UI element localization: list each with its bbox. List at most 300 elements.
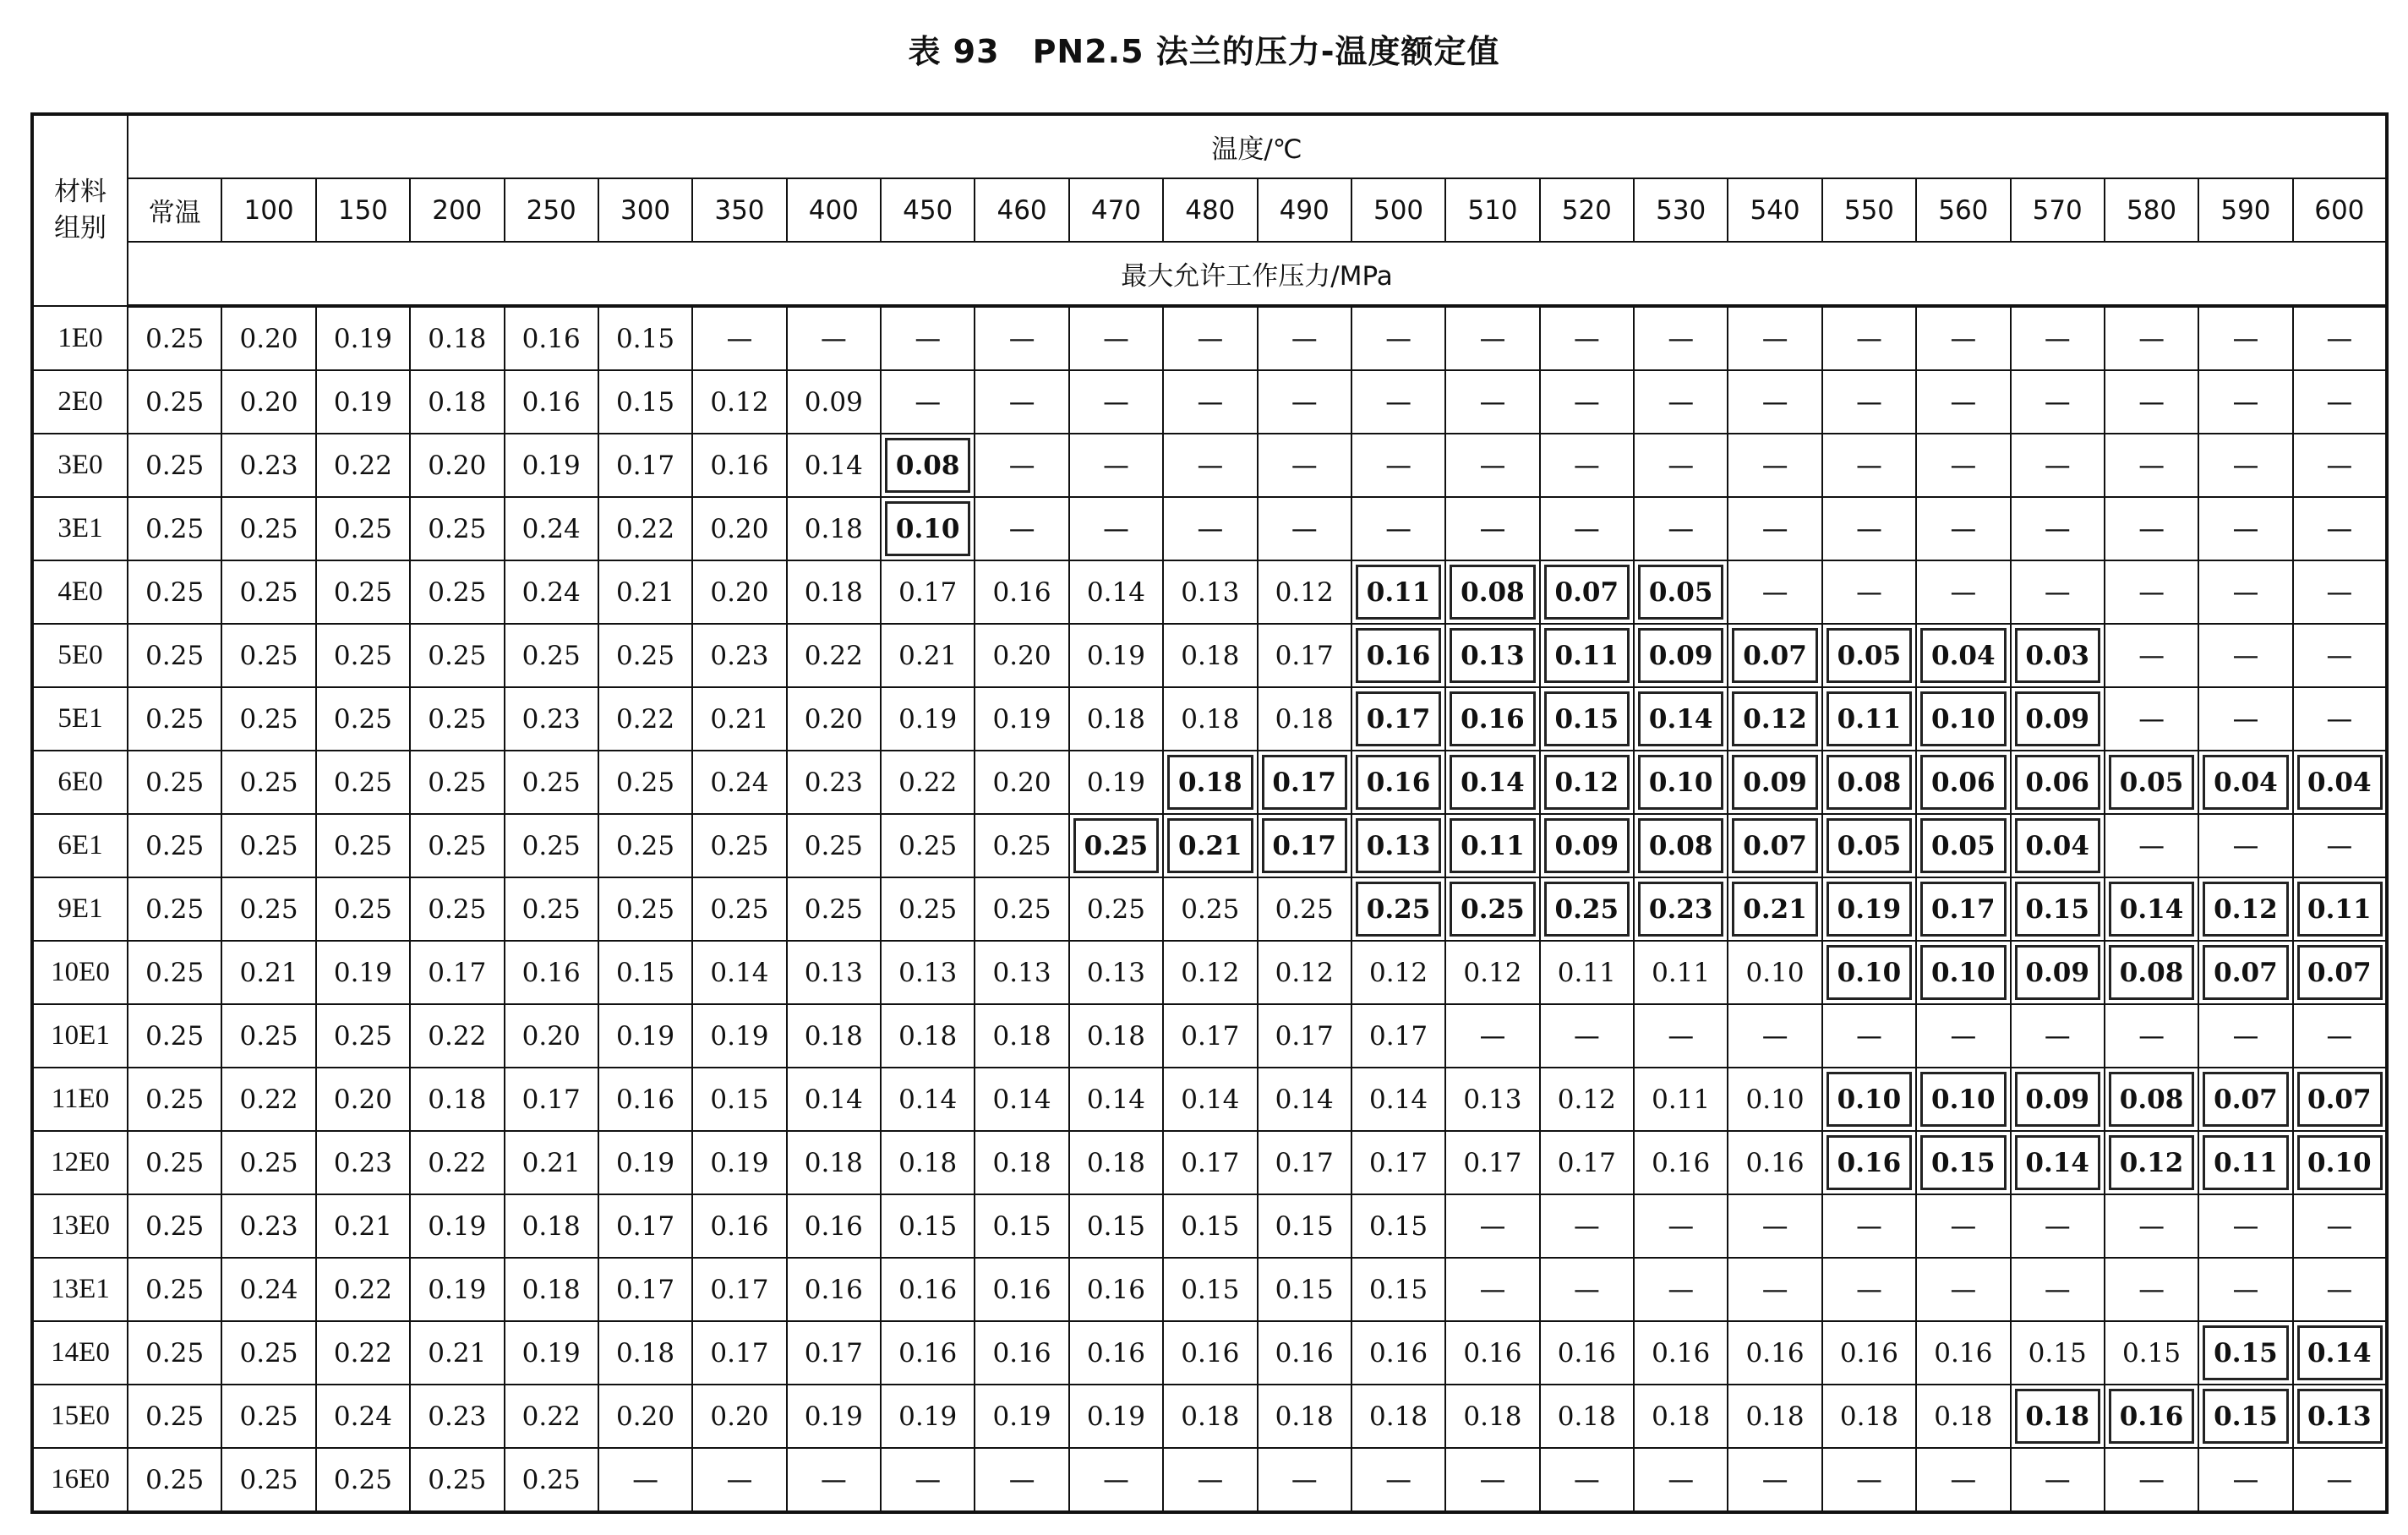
pressure-value-cell: 0.25 <box>410 814 504 877</box>
pressure-value-cell: 0.25 <box>221 1131 315 1194</box>
pressure-value-cell: 0.25 <box>128 560 221 624</box>
pressure-value-cell: 0.14 <box>787 434 881 497</box>
table-row <box>32 1194 2387 1258</box>
material-group-cell: 3E0 <box>32 434 128 497</box>
pressure-value-cell: 0.18 <box>787 1131 881 1194</box>
pressure-value-cell: 0.09 <box>1540 814 1634 877</box>
pressure-value-cell: — <box>2198 1194 2292 1258</box>
pressure-value-cell: — <box>1634 1258 1728 1321</box>
pressure-value-cell: 0.18 <box>2011 1385 2105 1448</box>
pressure-value-cell: — <box>1445 1258 1539 1321</box>
pressure-value-cell: — <box>2105 1258 2198 1321</box>
pressure-value-cell: 0.25 <box>128 814 221 877</box>
pressure-value-cell: 0.20 <box>692 1385 786 1448</box>
material-group-cell: 5E1 <box>32 687 128 751</box>
pressure-value-cell: 0.25 <box>975 814 1068 877</box>
pressure-value-cell: 0.13 <box>2293 1385 2387 1448</box>
temperature-column-header: 590 <box>2198 178 2292 242</box>
pressure-value-cell: — <box>1634 497 1728 560</box>
pressure-value-cell: 0.19 <box>692 1131 786 1194</box>
pressure-value-cell: 0.08 <box>1634 814 1728 877</box>
material-group-header: 材料 组别 <box>32 114 128 306</box>
pressure-value-cell: 0.22 <box>316 1258 410 1321</box>
pressure-value-cell: 0.16 <box>505 370 598 434</box>
material-group-cell: 13E1 <box>32 1258 128 1321</box>
pressure-value-cell: 0.25 <box>221 877 315 941</box>
pressure-value-cell: 0.11 <box>1445 814 1539 877</box>
pressure-value-cell: — <box>1069 306 1163 370</box>
pressure-value-cell: 0.17 <box>1540 1131 1634 1194</box>
pressure-value-cell: — <box>2105 1194 2198 1258</box>
pressure-value-cell: 0.16 <box>881 1258 975 1321</box>
pressure-value-cell: 0.25 <box>787 814 881 877</box>
pressure-value-cell: 0.18 <box>1163 687 1257 751</box>
pressure-value-cell: 0.21 <box>598 560 692 624</box>
pressure-value-cell: 0.18 <box>410 1068 504 1131</box>
pressure-value-cell: 0.25 <box>128 687 221 751</box>
pressure-value-cell: 0.17 <box>1258 1131 1351 1194</box>
pressure-value-cell: 0.13 <box>1069 941 1163 1004</box>
pressure-value-cell: 0.20 <box>975 624 1068 687</box>
pressure-value-cell: 0.15 <box>881 1194 975 1258</box>
pressure-value-cell: 0.07 <box>2198 1068 2292 1131</box>
pressure-value-cell: — <box>2293 687 2387 751</box>
pressure-value-cell: 0.09 <box>2011 687 2105 751</box>
pressure-value-cell: 0.18 <box>1540 1385 1634 1448</box>
pressure-value-cell: 0.25 <box>316 751 410 814</box>
pressure-value-cell: 0.11 <box>2293 877 2387 941</box>
pressure-value-cell: 0.23 <box>692 624 786 687</box>
pressure-value-cell: 0.13 <box>881 941 975 1004</box>
pressure-value-cell: 0.17 <box>881 560 975 624</box>
pressure-value-cell: 0.18 <box>881 1131 975 1194</box>
pressure-value-cell: 0.24 <box>505 497 598 560</box>
pressure-value-cell: 0.17 <box>692 1321 786 1385</box>
pressure-value-cell: 0.16 <box>1728 1321 1821 1385</box>
pressure-value-cell: — <box>975 434 1068 497</box>
pressure-value-cell: 0.17 <box>1351 1004 1445 1068</box>
pressure-value-cell: 0.22 <box>316 1321 410 1385</box>
pressure-value-cell: — <box>1069 1448 1163 1512</box>
pressure-value-cell: 0.25 <box>975 877 1068 941</box>
pressure-value-cell: 0.16 <box>598 1068 692 1131</box>
pressure-value-cell: — <box>2198 306 2292 370</box>
pressure-value-cell: 0.21 <box>692 687 786 751</box>
pressure-value-cell: 0.18 <box>975 1131 1068 1194</box>
pressure-value-cell: 0.11 <box>1351 560 1445 624</box>
pressure-value-cell: 0.13 <box>1163 560 1257 624</box>
pressure-value-cell: 0.19 <box>598 1004 692 1068</box>
pressure-value-cell: 0.17 <box>1351 687 1445 751</box>
pressure-value-cell: — <box>2105 434 2198 497</box>
pressure-value-cell: 0.18 <box>1445 1385 1539 1448</box>
pressure-value-cell: 0.19 <box>316 941 410 1004</box>
pressure-value-cell: 0.25 <box>410 687 504 751</box>
pressure-value-cell: 0.12 <box>1163 941 1257 1004</box>
pressure-value-cell: 0.15 <box>1069 1194 1163 1258</box>
pressure-value-cell: 0.15 <box>1258 1194 1351 1258</box>
pressure-value-cell: 0.24 <box>316 1385 410 1448</box>
pressure-value-cell: 0.25 <box>505 624 598 687</box>
pressure-value-cell: 0.17 <box>505 1068 598 1131</box>
pressure-value-cell: — <box>2011 306 2105 370</box>
pressure-value-cell: — <box>1445 434 1539 497</box>
pressure-value-cell: — <box>1445 370 1539 434</box>
pressure-value-cell: 0.09 <box>1728 751 1821 814</box>
pressure-value-cell: 0.25 <box>316 877 410 941</box>
pressure-value-cell: 0.25 <box>316 1448 410 1512</box>
pressure-value-cell: 0.11 <box>1634 1068 1728 1131</box>
pressure-value-cell: — <box>1916 1004 2010 1068</box>
table-row <box>32 751 2387 814</box>
pressure-value-cell: — <box>787 306 881 370</box>
pressure-value-cell: 0.25 <box>505 877 598 941</box>
pressure-value-cell: — <box>1351 306 1445 370</box>
pressure-value-cell: 0.21 <box>410 1321 504 1385</box>
table-row <box>32 877 2387 941</box>
pressure-value-cell: 0.17 <box>1351 1131 1445 1194</box>
pressure-value-cell: 0.14 <box>1634 687 1728 751</box>
pressure-value-cell: 0.20 <box>975 751 1068 814</box>
pressure-value-cell: 0.25 <box>316 560 410 624</box>
pressure-value-cell: — <box>1916 497 2010 560</box>
temperature-column-header: 400 <box>787 178 881 242</box>
pressure-value-cell: 0.12 <box>2105 1131 2198 1194</box>
pressure-value-cell: 0.09 <box>2011 1068 2105 1131</box>
pressure-value-cell: 0.25 <box>1540 877 1634 941</box>
pressure-value-cell: 0.16 <box>1634 1321 1728 1385</box>
pressure-value-cell: — <box>2105 370 2198 434</box>
pressure-value-cell: 0.17 <box>1163 1004 1257 1068</box>
pressure-value-cell: 0.10 <box>1728 1068 1821 1131</box>
pressure-value-cell: 0.15 <box>1351 1258 1445 1321</box>
pressure-value-cell: 0.14 <box>2011 1131 2105 1194</box>
pressure-value-cell: — <box>2105 624 2198 687</box>
pressure-value-cell: 0.25 <box>128 1385 221 1448</box>
pressure-value-cell: — <box>1540 1004 1634 1068</box>
pressure-value-cell: — <box>975 370 1068 434</box>
pressure-value-cell: — <box>1634 434 1728 497</box>
temperature-column-header: 300 <box>598 178 692 242</box>
pressure-value-cell: — <box>1351 497 1445 560</box>
pressure-value-cell: 0.07 <box>1728 624 1821 687</box>
material-group-cell: 15E0 <box>32 1385 128 1448</box>
pressure-value-cell: 0.14 <box>1069 560 1163 624</box>
pressure-value-cell: 0.16 <box>1163 1321 1257 1385</box>
pressure-value-cell: 0.16 <box>1822 1321 1916 1385</box>
pressure-value-cell: — <box>1445 1004 1539 1068</box>
pressure-value-cell: 0.15 <box>598 306 692 370</box>
pressure-value-cell: — <box>1728 1448 1821 1512</box>
pressure-value-cell: — <box>1069 434 1163 497</box>
pressure-value-cell: 0.19 <box>787 1385 881 1448</box>
pressure-value-cell: — <box>2293 1194 2387 1258</box>
pressure-value-cell: 0.15 <box>598 941 692 1004</box>
pressure-value-cell: — <box>975 1448 1068 1512</box>
pressure-value-cell: 0.14 <box>692 941 786 1004</box>
pressure-value-cell: 0.25 <box>221 814 315 877</box>
pressure-value-cell: — <box>2011 1004 2105 1068</box>
table-row <box>32 306 2387 370</box>
pressure-value-cell: 0.11 <box>1822 687 1916 751</box>
pressure-value-cell: 0.16 <box>975 1321 1068 1385</box>
pressure-value-cell: — <box>2293 306 2387 370</box>
pressure-value-cell: 0.15 <box>975 1194 1068 1258</box>
pressure-value-cell: — <box>1822 1004 1916 1068</box>
pressure-value-cell: 0.25 <box>316 624 410 687</box>
temperature-column-header: 490 <box>1258 178 1351 242</box>
pressure-value-cell: 0.16 <box>505 941 598 1004</box>
pressure-value-cell: 0.10 <box>1822 1068 1916 1131</box>
pressure-value-cell: 0.12 <box>1445 941 1539 1004</box>
temperature-column-header: 460 <box>975 178 1068 242</box>
pressure-value-cell: 0.25 <box>316 814 410 877</box>
pressure-value-cell: 0.12 <box>1351 941 1445 1004</box>
pressure-value-cell: — <box>2198 1004 2292 1068</box>
pressure-value-cell: 0.11 <box>1540 941 1634 1004</box>
table-row <box>32 497 2387 560</box>
table-row <box>32 1258 2387 1321</box>
pressure-value-cell: 0.05 <box>1822 814 1916 877</box>
pressure-value-cell: 0.25 <box>598 624 692 687</box>
pressure-value-cell: 0.18 <box>787 497 881 560</box>
pressure-value-cell: 0.17 <box>1163 1131 1257 1194</box>
temperature-column-header: 600 <box>2293 178 2387 242</box>
pressure-value-cell: 0.16 <box>787 1194 881 1258</box>
pressure-value-cell: 0.18 <box>1634 1385 1728 1448</box>
pressure-value-cell: 0.25 <box>221 1004 315 1068</box>
pressure-value-cell: 0.20 <box>505 1004 598 1068</box>
pressure-value-cell: 0.18 <box>1163 624 1257 687</box>
pressure-value-cell: 0.25 <box>505 1448 598 1512</box>
pressure-value-cell: — <box>1351 1448 1445 1512</box>
pressure-value-cell: — <box>1822 560 1916 624</box>
pressure-value-cell: 0.20 <box>410 434 504 497</box>
pressure-value-cell: 0.15 <box>2011 877 2105 941</box>
pressure-value-cell: 0.24 <box>505 560 598 624</box>
pressure-value-cell: — <box>2198 434 2292 497</box>
temperature-header: 温度/℃ <box>128 114 2387 178</box>
pressure-value-cell: 0.13 <box>1445 624 1539 687</box>
table-row <box>32 1385 2387 1448</box>
pressure-value-cell: 0.17 <box>1258 814 1351 877</box>
pressure-value-cell: 0.19 <box>1069 624 1163 687</box>
pressure-value-cell: — <box>2293 814 2387 877</box>
pressure-value-cell: — <box>1445 497 1539 560</box>
pressure-value-cell: 0.06 <box>1916 751 2010 814</box>
table-row <box>32 814 2387 877</box>
pressure-value-cell: 0.25 <box>128 1131 221 1194</box>
pressure-value-cell: — <box>2105 1004 2198 1068</box>
pressure-value-cell: 0.24 <box>221 1258 315 1321</box>
pressure-value-cell: 0.16 <box>1351 624 1445 687</box>
pressure-value-cell: — <box>2105 814 2198 877</box>
material-group-cell: 16E0 <box>32 1448 128 1512</box>
pressure-value-cell: 0.21 <box>505 1131 598 1194</box>
pressure-value-cell: 0.25 <box>1163 877 1257 941</box>
pressure-value-cell: — <box>1822 306 1916 370</box>
pressure-value-cell: 0.25 <box>410 877 504 941</box>
pressure-value-cell: — <box>2198 560 2292 624</box>
pressure-value-cell: 0.23 <box>221 434 315 497</box>
pressure-value-cell: 0.25 <box>221 624 315 687</box>
temperature-column-header: 540 <box>1728 178 1821 242</box>
pressure-value-cell: 0.14 <box>2293 1321 2387 1385</box>
material-group-cell: 13E0 <box>32 1194 128 1258</box>
pressure-value-cell: 0.10 <box>1916 1068 2010 1131</box>
pressure-value-cell: 0.04 <box>2011 814 2105 877</box>
pressure-value-cell: 0.14 <box>2105 877 2198 941</box>
pressure-value-cell: 0.25 <box>128 1068 221 1131</box>
pressure-value-cell: 0.05 <box>1634 560 1728 624</box>
pressure-value-cell: 0.16 <box>975 1258 1068 1321</box>
pressure-value-cell: 0.14 <box>1069 1068 1163 1131</box>
pressure-value-cell: 0.18 <box>1163 1385 1257 1448</box>
pressure-value-cell: 0.16 <box>1351 1321 1445 1385</box>
pressure-value-cell: — <box>1163 497 1257 560</box>
pressure-value-cell: 0.04 <box>2293 751 2387 814</box>
pressure-value-cell: — <box>2105 687 2198 751</box>
pressure-value-cell: 0.14 <box>1258 1068 1351 1131</box>
pressure-value-cell: 0.20 <box>221 370 315 434</box>
pressure-value-cell: 0.25 <box>505 751 598 814</box>
pressure-value-cell: 0.19 <box>881 687 975 751</box>
material-group-cell: 14E0 <box>32 1321 128 1385</box>
pressure-value-cell: — <box>1634 1448 1728 1512</box>
pressure-value-cell: 0.19 <box>410 1258 504 1321</box>
pressure-value-cell: 0.25 <box>598 814 692 877</box>
pressure-value-cell: 0.22 <box>881 751 975 814</box>
pressure-value-cell: — <box>975 497 1068 560</box>
pressure-value-cell: 0.17 <box>1445 1131 1539 1194</box>
pressure-value-cell: 0.18 <box>410 306 504 370</box>
pressure-value-cell: 0.25 <box>128 434 221 497</box>
pressure-value-cell: 0.19 <box>316 306 410 370</box>
temperature-column-header: 100 <box>221 178 315 242</box>
temperature-column-header: 580 <box>2105 178 2198 242</box>
pressure-value-cell: 0.05 <box>1916 814 2010 877</box>
pressure-value-cell: 0.22 <box>787 624 881 687</box>
pressure-value-cell: 0.18 <box>505 1194 598 1258</box>
pressure-value-cell: 0.14 <box>1163 1068 1257 1131</box>
pressure-value-cell: 0.16 <box>975 560 1068 624</box>
pressure-value-cell: 0.10 <box>1634 751 1728 814</box>
pressure-value-cell: — <box>2293 560 2387 624</box>
material-group-cell: 3E1 <box>32 497 128 560</box>
pressure-value-cell: — <box>1258 434 1351 497</box>
pressure-value-cell: 0.16 <box>1445 687 1539 751</box>
pressure-value-cell: 0.19 <box>598 1131 692 1194</box>
table-row <box>32 434 2387 497</box>
pressure-value-cell: — <box>881 306 975 370</box>
pressure-value-cell: 0.25 <box>128 370 221 434</box>
pressure-value-cell: — <box>2011 560 2105 624</box>
temperature-column-header: 150 <box>316 178 410 242</box>
pressure-value-cell: — <box>1916 1194 2010 1258</box>
pressure-value-cell: 0.11 <box>2198 1131 2292 1194</box>
pressure-value-cell: 0.22 <box>505 1385 598 1448</box>
pressure-value-cell: 0.21 <box>316 1194 410 1258</box>
pressure-value-cell: 0.23 <box>1634 877 1728 941</box>
pressure-value-cell: — <box>1916 370 2010 434</box>
pressure-value-cell: — <box>1351 370 1445 434</box>
pressure-value-cell: 0.25 <box>1351 877 1445 941</box>
pressure-value-cell: 0.19 <box>1069 1385 1163 1448</box>
pressure-value-cell: 0.10 <box>1822 941 1916 1004</box>
pressure-value-cell: — <box>1634 370 1728 434</box>
pressure-value-cell: 0.17 <box>1258 751 1351 814</box>
pressure-value-cell: 0.07 <box>1728 814 1821 877</box>
table-row <box>32 560 2387 624</box>
pressure-value-cell: 0.12 <box>1728 687 1821 751</box>
table-row <box>32 1004 2387 1068</box>
pressure-value-cell: 0.23 <box>787 751 881 814</box>
pressure-value-cell: 0.17 <box>598 434 692 497</box>
pressure-value-cell: 0.07 <box>2293 941 2387 1004</box>
pressure-value-cell: 0.25 <box>598 877 692 941</box>
pressure-value-cell: 0.07 <box>1540 560 1634 624</box>
pressure-value-cell: 0.25 <box>410 624 504 687</box>
pressure-value-cell: 0.19 <box>692 1004 786 1068</box>
table-row <box>32 1131 2387 1194</box>
pressure-value-cell: 0.13 <box>1351 814 1445 877</box>
pressure-value-cell: 0.16 <box>881 1321 975 1385</box>
table-row <box>32 370 2387 434</box>
pressure-value-cell: 0.19 <box>881 1385 975 1448</box>
pressure-value-cell: 0.14 <box>1351 1068 1445 1131</box>
pressure-value-cell: 0.08 <box>1445 560 1539 624</box>
pressure-value-cell: 0.17 <box>1258 624 1351 687</box>
pressure-value-cell: — <box>1540 434 1634 497</box>
pressure-value-cell: — <box>1728 370 1821 434</box>
pressure-value-cell: 0.18 <box>1069 687 1163 751</box>
pressure-value-cell: — <box>598 1448 692 1512</box>
pressure-value-cell: — <box>2105 560 2198 624</box>
pressure-value-cell: 0.12 <box>1540 751 1634 814</box>
pressure-value-cell: 0.16 <box>1069 1258 1163 1321</box>
pressure-value-cell: — <box>1445 1194 1539 1258</box>
pressure-value-cell: — <box>2011 370 2105 434</box>
table-row <box>32 941 2387 1004</box>
material-group-cell: 6E1 <box>32 814 128 877</box>
pressure-value-cell: 0.08 <box>1822 751 1916 814</box>
pressure-value-cell: 0.13 <box>787 941 881 1004</box>
table-row <box>32 1321 2387 1385</box>
pressure-value-cell: 0.21 <box>881 624 975 687</box>
temperature-column-header: 500 <box>1351 178 1445 242</box>
pressure-value-cell: 0.17 <box>1258 1004 1351 1068</box>
pressure-value-cell: 0.14 <box>1445 751 1539 814</box>
pressure-value-cell: 0.04 <box>2198 751 2292 814</box>
pressure-value-cell: 0.18 <box>1822 1385 1916 1448</box>
pressure-value-cell: 0.09 <box>1634 624 1728 687</box>
pressure-value-cell: 0.18 <box>881 1004 975 1068</box>
temperature-column-header: 450 <box>881 178 975 242</box>
pressure-value-cell: 0.25 <box>221 751 315 814</box>
pressure-value-cell: 0.17 <box>598 1258 692 1321</box>
pressure-value-cell: 0.25 <box>221 1448 315 1512</box>
pressure-value-cell: 0.20 <box>787 687 881 751</box>
pressure-value-cell: 0.16 <box>692 434 786 497</box>
pressure-value-cell: 0.16 <box>1069 1321 1163 1385</box>
pressure-value-cell: 0.14 <box>787 1068 881 1131</box>
pressure-value-cell: — <box>1822 370 1916 434</box>
pressure-value-cell: — <box>1634 1004 1728 1068</box>
pressure-value-cell: — <box>2293 1004 2387 1068</box>
pressure-value-cell: 0.18 <box>1069 1131 1163 1194</box>
pressure-value-cell: 0.25 <box>221 687 315 751</box>
pressure-value-cell: — <box>1540 1448 1634 1512</box>
